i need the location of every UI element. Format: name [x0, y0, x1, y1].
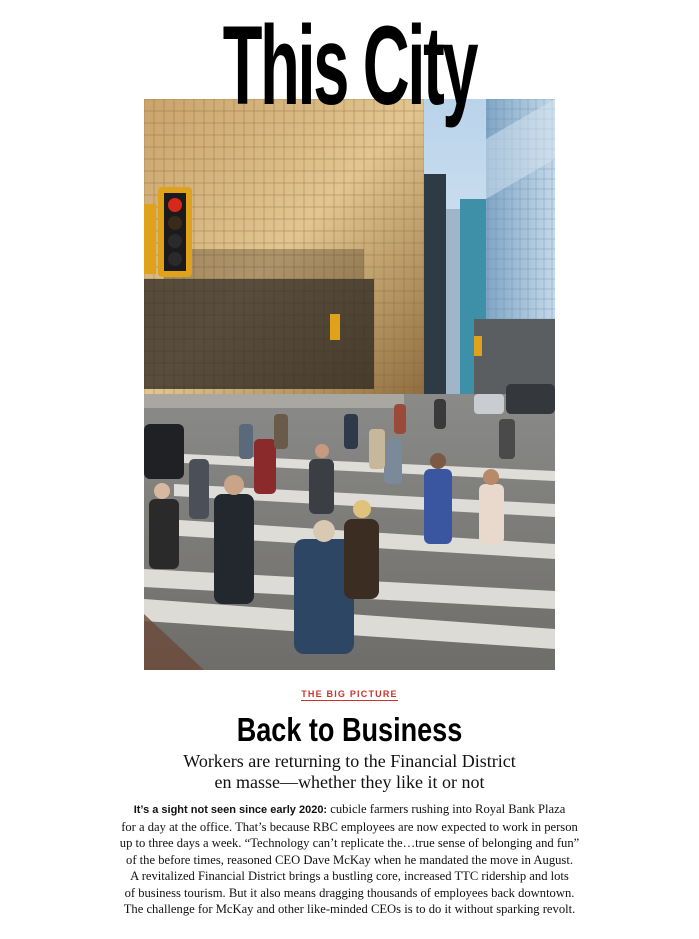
body-line: of the before times, reasoned CEO Dave McKay when he mandated the move in August.: [126, 852, 573, 867]
section-kicker: [0, 689, 699, 699]
body-line: The challenge for McKay and other like-minded CEOs is to do it without sparking revolt.: [123, 902, 576, 916]
lead-in: It’s a sight not seen since early 2020:: [133, 804, 328, 816]
body-line: for a day at the office. That’s because RBC employees are now expected to work in person: [121, 819, 578, 834]
masthead-title: This City: [222, 3, 477, 128]
body-line: up to three days a week. “Technology can’t replicate the…true sense of belonging and fun”: [119, 836, 580, 850]
street-photo: [144, 99, 555, 670]
body-line: A revitalized Financial District brings a bustling core, increased TTC ridership and lots: [130, 869, 569, 883]
article-dek: [100, 751, 599, 793]
body-line-text: cubicle farmers rushing into Royal Bank Plaza: [327, 802, 566, 816]
kicker-label: THE BIG PICTURE: [301, 689, 398, 699]
dek-line: en masse—whether they like it or not: [214, 772, 485, 792]
body-line: of business tourism. But it also means dragging thousands of employees back downtown.: [124, 885, 575, 900]
article-body: [92, 801, 607, 918]
body-line: [92, 801, 607, 819]
dek-line: Workers are returning to the Financial District: [183, 751, 516, 771]
article-headline: Back to Business: [236, 711, 463, 748]
